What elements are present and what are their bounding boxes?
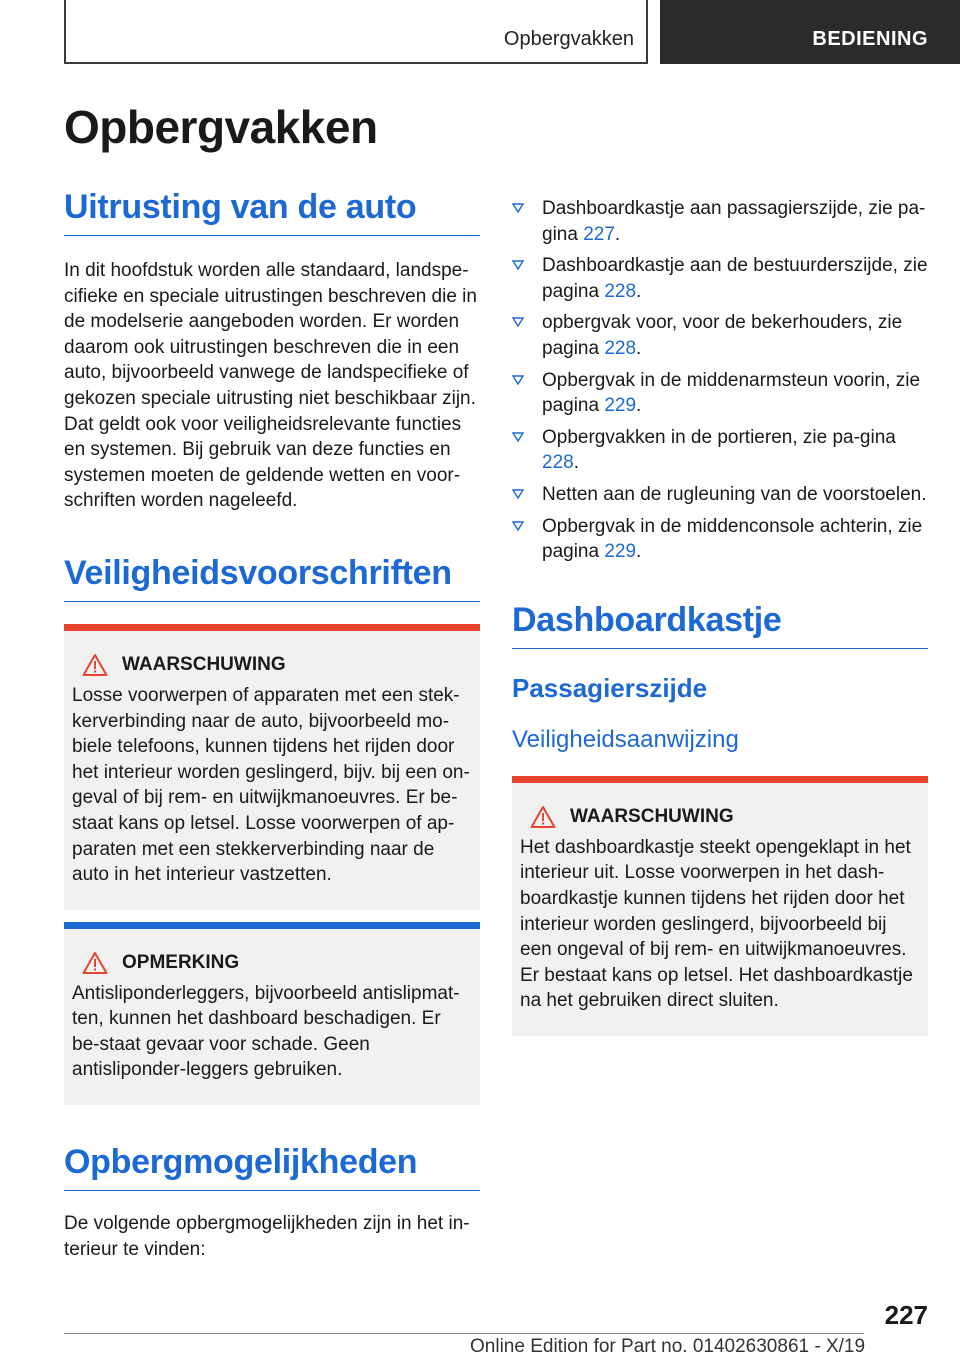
warning-box bbox=[512, 776, 928, 1036]
section-title-uitrusting: Uitrusting van de auto bbox=[64, 188, 480, 236]
right-column bbox=[512, 196, 928, 1036]
header-section-label: Opbergvakken bbox=[503, 28, 634, 50]
page-link[interactable]: 228 bbox=[604, 337, 637, 359]
subsection-title-veiligheidsaanwijzing: Veiligheidsaanwijzing bbox=[512, 725, 739, 753]
header-chapter-label: BEDIENING bbox=[812, 28, 928, 50]
page-title: Opbergvakken bbox=[64, 101, 378, 153]
section-title-opbergmogelijkheden: Opbergmogelijkheden bbox=[64, 1143, 480, 1191]
storage-list bbox=[512, 196, 928, 565]
page-number: 227 bbox=[884, 1300, 928, 1330]
warning-header bbox=[72, 653, 472, 677]
bullet-triangle-icon bbox=[512, 432, 524, 442]
page-link[interactable]: 228 bbox=[604, 280, 637, 302]
footer-divider bbox=[64, 1333, 864, 1334]
page-link[interactable]: 229 bbox=[604, 395, 637, 417]
list-item: opbergvak voor, voor de bekerhouders, zie pagina 228. bbox=[512, 310, 928, 361]
section-body-opbergmogelijkheden: De volgende opbergmogelijkheden zijn in het in-terieur te vinden: bbox=[64, 1213, 470, 1260]
warning-body: Het dashboardkastje steekt opengeklapt in het interieur uit. Losse voorwerpen in het dash-boardkastje kunnen tijdens het rijden door het interieur worden geslingerd, bijvoorbeeld bij een ongeval of bij rem- en uitwijkmanoeuvres. Er bestaat kans op letsel. Het dashboardkastje na het gebruiken direct sluiten. bbox=[520, 836, 913, 1012]
warning-header bbox=[520, 805, 920, 829]
header-section-tab bbox=[64, 0, 648, 64]
note-triangle-icon bbox=[82, 951, 108, 975]
warning-title: WAARSCHUWING bbox=[122, 653, 286, 675]
bullet-triangle-icon bbox=[512, 260, 524, 270]
page-link[interactable]: 227 bbox=[583, 223, 615, 245]
subsection-title-passagierszijde: Passagierszijde bbox=[512, 672, 708, 703]
warning-title: WAARSCHUWING bbox=[570, 805, 734, 827]
section-body-uitrusting: In dit hoofdstuk worden alle standaard, landspe-cifieke en speciale uitrustingen beschreven die in de modelserie aangeboden worden. Er worden daarom ook uitrustingen beschreven die in een auto, bijvoorbeeld vanwege de landspecifieke of gekozen speciale uitrusting niet beschikbaar zijn. Dat geldt ook voor veiligheidsrelevante functies en systemen. Bij gebruik van deze functies en systemen moeten de geldende wetten en voor-schriften worden nageleefd. bbox=[64, 260, 477, 512]
list-item: Dashboardkastje aan de bestuurderszijde, zie pagina 228. bbox=[512, 253, 928, 304]
left-column bbox=[64, 188, 480, 1262]
footer-edition: Online Edition for Part no. 01402630861 - X/19 bbox=[470, 1336, 866, 1357]
bullet-triangle-icon bbox=[512, 317, 524, 327]
note-box bbox=[64, 922, 480, 1105]
list-item: Opbergvakken in de portieren, zie pa-gina 228. bbox=[512, 425, 928, 476]
page-link[interactable]: 229 bbox=[604, 541, 637, 563]
list-item: Dashboardkastje aan passagierszijde, zie pa-gina 227. bbox=[512, 196, 928, 247]
list-item: Opbergvak in de middenarmsteun voorin, zie pagina 229. bbox=[512, 368, 928, 419]
bullet-triangle-icon bbox=[512, 375, 524, 385]
list-item: Opbergvak in de middenconsole achterin, zie pagina 229. bbox=[512, 514, 928, 565]
warning-triangle-icon bbox=[530, 805, 556, 829]
section-title-veiligheid: Veiligheidsvoorschriften bbox=[64, 554, 480, 602]
page-link[interactable]: 228 bbox=[542, 452, 574, 474]
note-body: Antisliponderleggers, bijvoorbeeld antislipmat-ten, kunnen het dashboard beschadigen. Er be-staat gevaar voor schade. Geen antisliponder-leggers gebruiken. bbox=[72, 982, 460, 1081]
section-title-dashboardkastje: Dashboardkastje bbox=[512, 601, 928, 649]
bullet-triangle-icon bbox=[512, 489, 524, 499]
list-item: Netten aan de rugleuning van de voorstoelen. bbox=[512, 482, 928, 508]
header-chapter-tab bbox=[660, 0, 960, 64]
note-header bbox=[72, 951, 472, 975]
warning-body: Losse voorwerpen of apparaten met een stek-kerverbinding naar de auto, bijvoorbeeld mo-biele telefoons, kunnen tijdens het rijden door het interieur worden geslingerd, bijv. bij een on-geval of bij rem- en uitwijkmanoeuvres. Er be-staat kans op letsel. Losse voorwerpen of ap-paraten met een stekkerverbinding naar de auto in het interieur vastzetten. bbox=[72, 684, 470, 886]
note-title: OPMERKING bbox=[122, 951, 240, 973]
bullet-triangle-icon bbox=[512, 203, 524, 213]
bullet-triangle-icon bbox=[512, 521, 524, 531]
warning-box bbox=[64, 624, 480, 910]
warning-triangle-icon bbox=[82, 653, 108, 677]
